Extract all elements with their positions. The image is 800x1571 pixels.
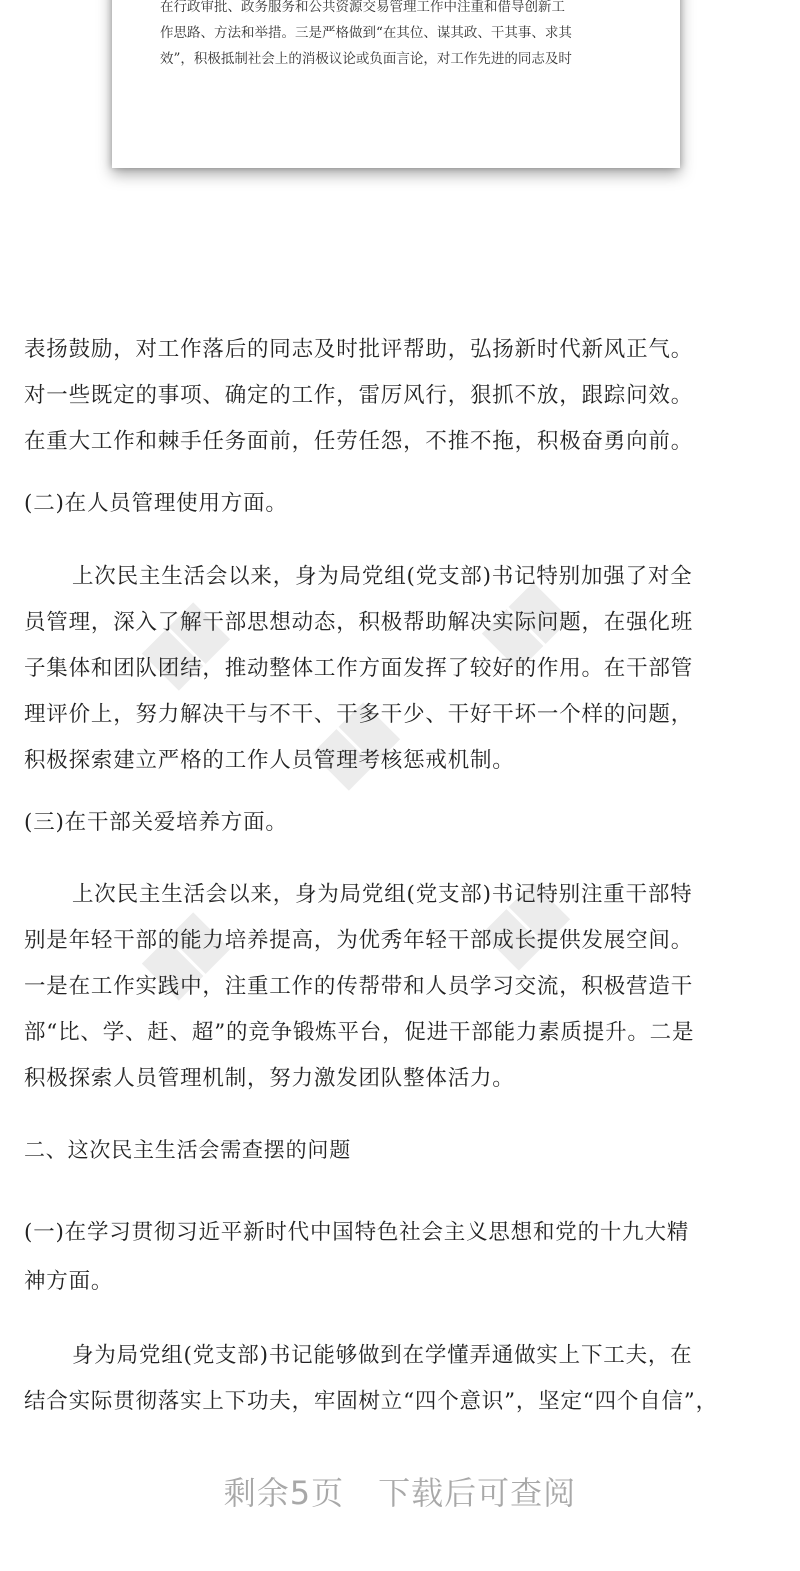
document-page-preview [112,0,680,168]
watermark: ██ [313,700,403,791]
body-line: 积极探索人员管理机制，努力激发团队整体活力。 [24,1066,515,1091]
section-heading: 二、这次民主生活会需查摆的问题 [24,1138,351,1162]
preview-line: 作思路、方法和举措。三是严格做到“在其位、谋其政、干其事、求其 [160,25,572,41]
body-line: 一是在工作实践中，注重工作的传帮带和人员学习交流，积极营造干 [24,974,694,999]
body-line: 积极探索建立严格的工作人员管理考核惩戒机制。 [24,748,515,773]
body-line: 身为局党组(党支部)书记能够做到在学懂弄通做实上下工夫，在 [72,1343,693,1368]
subheading: (二)在人员管理使用方面。 [24,491,288,516]
subheading: (一)在学习贯彻习近平新时代中国特色社会主义思想和党的十九大精 [24,1220,690,1245]
body-line: 表扬鼓励，对工作落后的同志及时批评帮助，弘扬新时代新风正气。 [24,337,694,362]
body-line: 对一些既定的事项、确定的工作，雷厉风行，狠抓不放，跟踪问效。 [24,383,694,408]
body-line: 上次民主生活会以来，身为局党组(党支部)书记特别加强了对全 [72,564,693,589]
page-preview-text [160,0,635,72]
body-line: 结合实际贯彻落实上下功夫，牢固树立“四个意识”，坚定“四个自信”， [24,1389,718,1414]
download-to-view-text: 下载后可查阅 [378,1474,577,1512]
body-line: 理评价上，努力解决干与不干、干多干少、干好干坏一个样的问题， [24,702,694,727]
watermark: ██ [143,600,233,691]
download-prompt[interactable] [0,1468,800,1514]
body-line: 别是年轻干部的能力培养提高，为优秀年轻干部成长提供发展空间。 [24,928,694,953]
subheading: 神方面。 [24,1269,114,1294]
remaining-pages-text: 剩余5页 [223,1474,345,1512]
body-line: 员管理，深入了解干部思想动态，积极帮助解决实际问题，在强化班 [24,610,694,635]
preview-line: 效”，积极抵制社会上的消极议论或负面言论，对工作先进的同志及时 [160,51,572,67]
body-line: 上次民主生活会以来，身为局党组(党支部)书记特别注重干部特 [72,882,693,907]
body-line: 子集体和团队团结，推动整体工作方面发挥了较好的作用。在干部管 [24,656,694,681]
body-line: 部“比、学、赶、超”的竞争锻炼平台，促进干部能力素质提升。二是 [24,1020,695,1045]
watermark: ██ [483,580,573,671]
preview-line: 在行政审批、政务服务和公共资源交易管理工作中注重和借导创新工 [160,0,565,15]
body-line: 在重大工作和棘手任务面前，任劳任怨，不推不拖，积极奋勇向前。 [24,429,694,454]
watermark: ██ [483,880,573,971]
watermark: ██ [143,910,233,1001]
subheading: (三)在干部关爱培养方面。 [24,810,288,835]
